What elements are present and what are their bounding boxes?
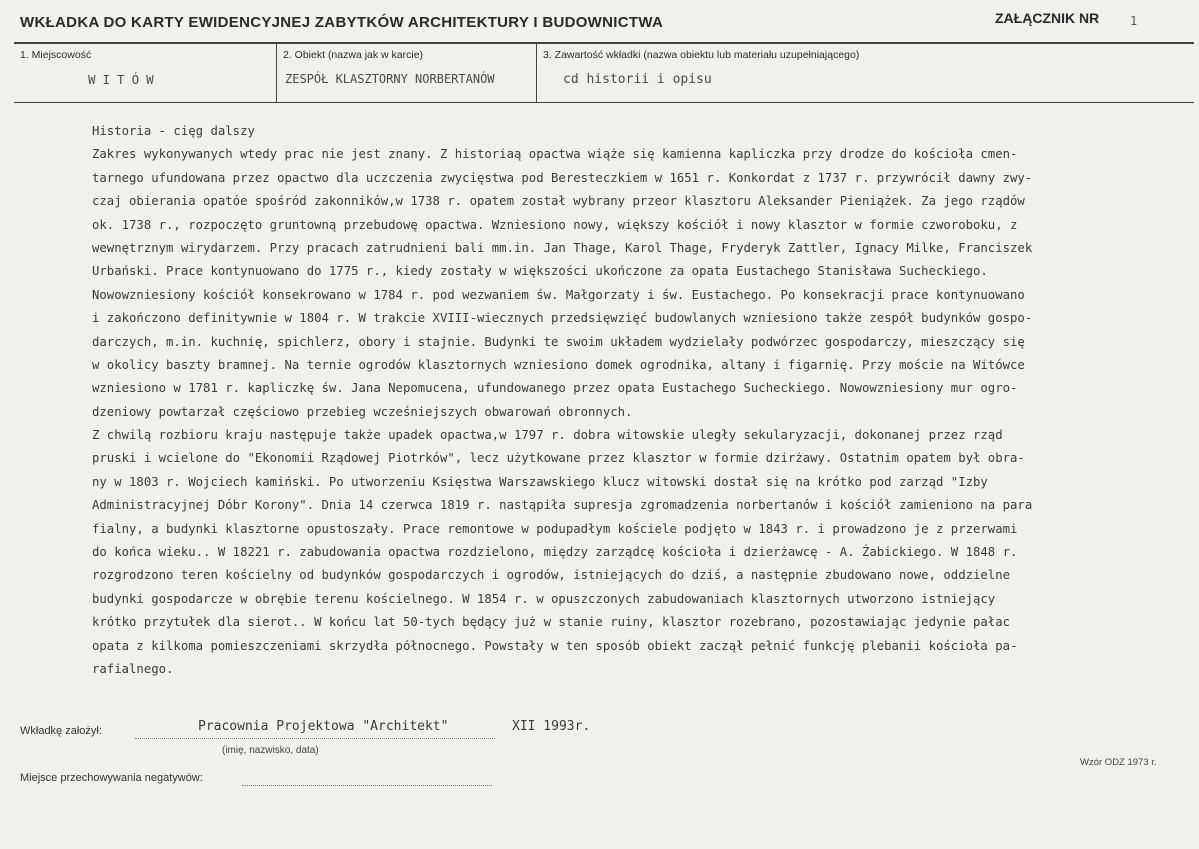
text-line: ok. 1738 r., rozpoczęto gruntowną przebudowę opactwa. Wzniesiono nowy, większy kościół i nowy klasztor w formie czworoboku, z (92, 217, 1018, 232)
text-line: Administracyjnej Dóbr Korony". Dnia 14 czerwca 1819 r. nastąpiła supresja zgromadzenia norbertanów i kościół zamieniono na para (92, 498, 1033, 513)
text-line: czaj obierania opatóe spośród zakonników,w 1738 r. opatem został wybrany przeor klasztoru Aleksander Pieniążek. Za jego rządów (92, 194, 1025, 209)
text-line: Urbański. Prace kontynuowano do 1775 r., kiedy zostały w większości ukończone za opata Eustachego Stanisława Sucheckiego. (92, 264, 988, 279)
text-line: darczych, m.in. kuchnię, spichlerz, obory i stajnie. Budynki te swoim układem wydzielały podwórzec gospodarczy, mieszczący się (92, 334, 1025, 349)
locality-value: WITÓW (88, 72, 161, 87)
text-line: krótko przytułek dla sierot.. W końcu lat 50-tych będący już w stanie ruiny, klasztor rozebrano, pozostawiając jedynie pałac (92, 615, 1011, 630)
text-line: tarnego ufundowana przez opactwo dla uczczenia zwycięstwa pod Beresteczkiem w 1651 r. Konkordat z 1737 r. przywrócił dawny zwy- (92, 170, 1033, 185)
form-title: WKŁADKA DO KARTY EWIDENCYJNEJ ZABYTKÓW ARCHITEKTURY I BUDOWNICTWA (20, 14, 664, 31)
text-line: i zakończono definitywnie w 1804 r. W trakcie XVIII-wiecznych przedsięwzięć budowlanych wzniesiono także zespół budynków gospo- (92, 311, 1033, 326)
fields-row (14, 44, 1194, 103)
negatives-label: Miejsce przechowywania negatywów: (20, 772, 203, 784)
content-field (536, 44, 1195, 102)
text-line: rozgrodzono teren kościelny od budynków gospodarczych i ogrodów, istniejących do dziś, a następnie zbudowano nowe, oddzielne (92, 568, 1011, 583)
negatives-line (242, 785, 492, 786)
text-line: pruski i wcielone do "Ekonomii Rządowej Piotrków", lecz użytkowane przez klasztor w formie dzirżawy. Ostatnim opatem był obra- (92, 451, 1025, 466)
locality-field (14, 44, 275, 102)
text-line: wzniesiono w 1781 r. kapliczkę św. Jana Nepomucena, ufundowanego przez opata Eustachego Sucheckiego. Nowowzniesiony mur ogro- (92, 381, 1018, 396)
text-line: wewnętrznym wirydarzem. Przy pracach zatrudnieni bali mm.in. Jan Thage, Karol Thage, Fryderyk Zattler, Ignacy Milke, Franciszek (92, 240, 1033, 255)
text-line: fialny, a budynki klasztorne opustoszały. Prace remontowe w podupadłym kościele podjęto w 1843 r. i prowadzono je z przerwami (92, 521, 1018, 536)
annex-label: ZAŁĄCZNIK NR (995, 10, 1100, 26)
created-by-value: Pracownia Projektowa "Architekt" (198, 719, 449, 734)
object-label: 2. Obiekt (nazwa jak w karcie) (283, 49, 424, 61)
text-line: Z chwilą rozbioru kraju następuje także upadek opactwa,w 1797 r. dobra witowskie uległy sekularyzacji, dokonanej przez rząd (92, 428, 1003, 443)
object-field (276, 44, 536, 102)
created-by-line (135, 738, 495, 739)
created-by-label: Wkładkę założył: (20, 725, 102, 737)
object-value: ZESPÓŁ KLASZTORNY NORBERTANÓW (285, 72, 495, 86)
locality-label: 1. Miejscowość (20, 49, 92, 61)
text-line: rafialnego. (92, 661, 174, 676)
content-value: cd historii i opisu (563, 72, 712, 87)
text-line: ny w 1803 r. Wojciech kamiński. Po utworzeniu Księstwa Warszawskiego klucz witowski dostał się na krótko pod zarząd "Izby (92, 474, 988, 489)
content-label: 3. Zawartość wkładki (nazwa obiektu lub materiału uzupełniającego) (543, 49, 860, 61)
created-by-caption: (imię, nazwisko, data) (222, 745, 319, 756)
history-text (92, 120, 1182, 681)
text-line: Nowowzniesiony kościół konsekrowano w 1784 r. pod wezwaniem św. Małgorzaty i św. Eustachego. Po konsekracji prace kontynuowano (92, 287, 1025, 302)
text-line: budynki gospodarcze w obrębie terenu kościelnego. W 1854 r. w opuszczonych zabudowaniach klasztornych utworzono istniejący (92, 591, 996, 606)
date-value: XII 1993r. (512, 719, 591, 734)
text-line: w okolicy baszty bramnej. Na ternie ogrodów klasztornych wzniesiono domek ogrodnika, altany i figarnię. Przy moście na Witówce (92, 357, 1025, 372)
annex-number: 1 (1130, 14, 1138, 28)
text-line: dzeniowy powtarzał częściowo przebieg wcześniejszych obwarowań obronnych. (92, 404, 633, 419)
form-pattern: Wzór ODZ 1973 r. (1080, 757, 1157, 768)
text-line: Historia - cięg dalszy (92, 124, 255, 138)
text-line: Zakres wykonywanych wtedy prac nie jest znany. Z historiaą opactwa wiąże się kamienna kapliczka przy drodze do kościoła cmen- (92, 147, 1018, 162)
text-line: do końca wieku.. W 18221 r. zabudowania opactwa rozdzielono, między zarządcę kościoła i dzierżawcę - A. Żabickiego. W 1848 r. (92, 545, 1018, 560)
text-line: opata z kilkoma pomieszczeniami skrzydła północnego. Powstały w ten sposób obiekt zaczął pełnić funkcję plebanii kościoła pa- (92, 638, 1018, 653)
